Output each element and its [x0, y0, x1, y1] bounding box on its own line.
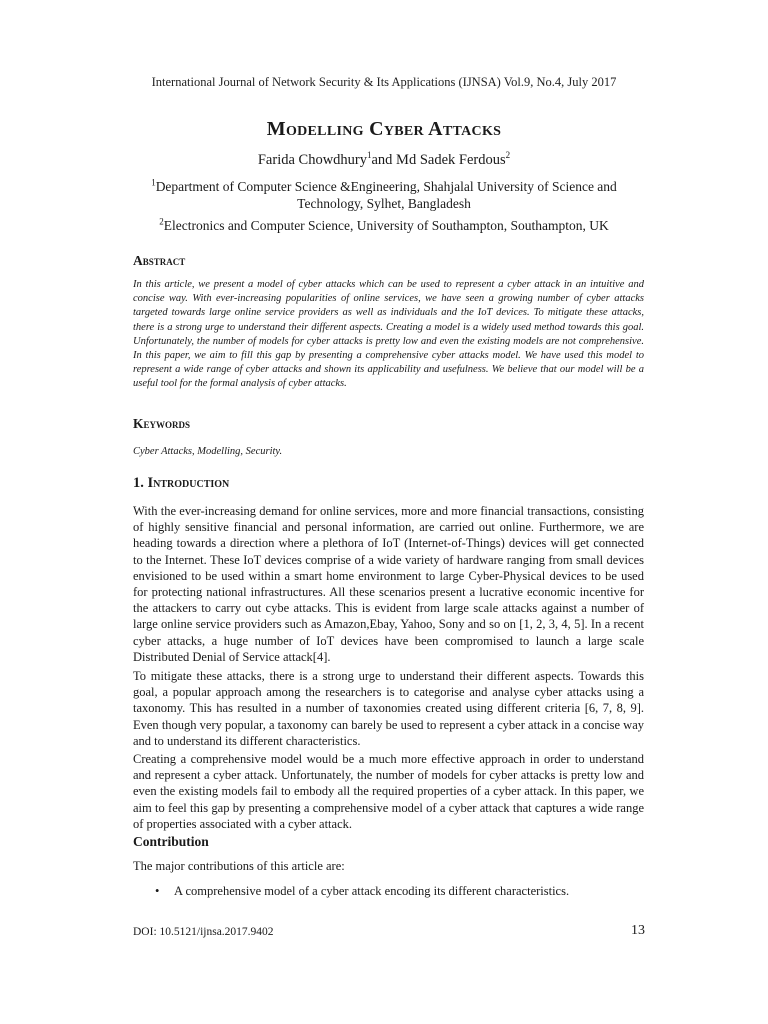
affiliation-1-line-2: Technology, Sylhet, Bangladesh: [297, 196, 471, 211]
author-2: and Md Sadek Ferdous: [371, 152, 506, 168]
keywords-text: Cyber Attacks, Modelling, Security.: [133, 446, 283, 457]
abstract-heading: Abstract: [133, 253, 186, 268]
affiliation-1: [130, 178, 638, 212]
affiliation-1-line-1: Department of Computer Science &Engineering, Shahjalal University of Science and: [155, 179, 617, 194]
contribution-intro: The major contributions of this article are:: [133, 859, 345, 873]
running-head: International Journal of Network Security & Its Applications (IJNSA) Vol.9, No.4, July 2017: [151, 75, 617, 89]
affiliation-1-mark: 1: [151, 177, 156, 188]
intro-paragraph-3: Creating a comprehensive model would be a much more effective approach in order to understand and represent a cyber attack. Unfortunately, the number of models for cyber attacks is pretty low and even the existing models fail to embody all the required properties of a cyber attack. In this paper, we aim to feel this gap by presenting a comprehensive model of a cyber attack that captures a wide range of properties associated with a cyber attack.: [133, 752, 644, 831]
author-1-affil-mark: 1: [367, 150, 372, 161]
affiliation-2-mark: 2: [159, 216, 164, 227]
contribution-bullet-text: A comprehensive model of a cyber attack encoding its different characteristics.: [174, 884, 570, 898]
paper-title: Modelling Cyber Attacks: [266, 118, 502, 140]
intro-paragraph-1: With the ever-increasing demand for online services, more and more financial transactions, consisting of highly sensitive financial and personal information, are carried out online. Furthermore, we are heading towards a direction where a plethora of IoT (Internet-of-Things) devices will get connected to the Internet. These IoT devices comprise of a wide variety of hardware ranging from small devices envisioned to be used within a smart home environment to large Cyber-Physical devices to be used for protecting national infrastructures. All these scenarios present a lucrative economic incentive for the attackers to carry out cybe attacks. This is evident from large scale attacks against a number of large online service providers such as Amazon,Ebay, Yahoo, Sony and so on [1, 2, 3, 4, 5]. In a recent cyber attacks, a huge number of IoT devices have been compromised to launch a large scale Distributed Denial of Service attack[4].: [133, 504, 644, 664]
author-line: [0, 152, 768, 169]
contribution-heading: Contribution: [133, 834, 209, 849]
author-2-affil-mark: 2: [505, 150, 511, 161]
abstract-text: In this article, we present a model of cyber attacks which can be used to represent a cyber attack in an intuitive and concise way. With ever-increasing popularities of online services, we have seen a growing number of cyber attacks targeted towards large online service providers as well as individuals and the IoT devices. To mitigate these attacks, there is a strong urge to understand their different aspects. Creating a model is a widely used method towards this goal. Unfortunately, the number of models for cyber attacks is pretty low and even the existing models are not comprehensive. In this paper, we aim to fill this gap by presenting a comprehensive cyber attacks model. We have used this model to represent a wide range of cyber attacks and shown its applicability and usefulness. We believe that our model will be a useful tool for the formal analysis of cyber attacks.: [133, 279, 644, 390]
affiliation-2-line-1: Electronics and Computer Science, University of Southampton, Southampton, UK: [163, 218, 609, 233]
introduction-heading: 1. Introduction: [133, 475, 230, 491]
keywords-heading: Keywords: [133, 416, 191, 431]
footer-doi: DOI: 10.5121/ijnsa.2017.9402: [133, 926, 274, 938]
footer-page-number: 13: [631, 923, 645, 938]
bullet-dot-icon: •: [155, 884, 160, 898]
author-1: Farida Chowdhury: [257, 152, 367, 168]
affiliation-2: [100, 217, 668, 234]
intro-paragraph-2: To mitigate these attacks, there is a strong urge to understand their different aspects. Towards this goal, a popular approach among the researchers is to categorise and analyse cyber attacks using a taxonomy. This has resulted in a number of taxonomies created using different criteria [6, 7, 8, 9]. Even though very popular, a taxonomy can barely be used to represent a cyber attack in a concise way and to understand its different characteristics.: [133, 669, 644, 748]
